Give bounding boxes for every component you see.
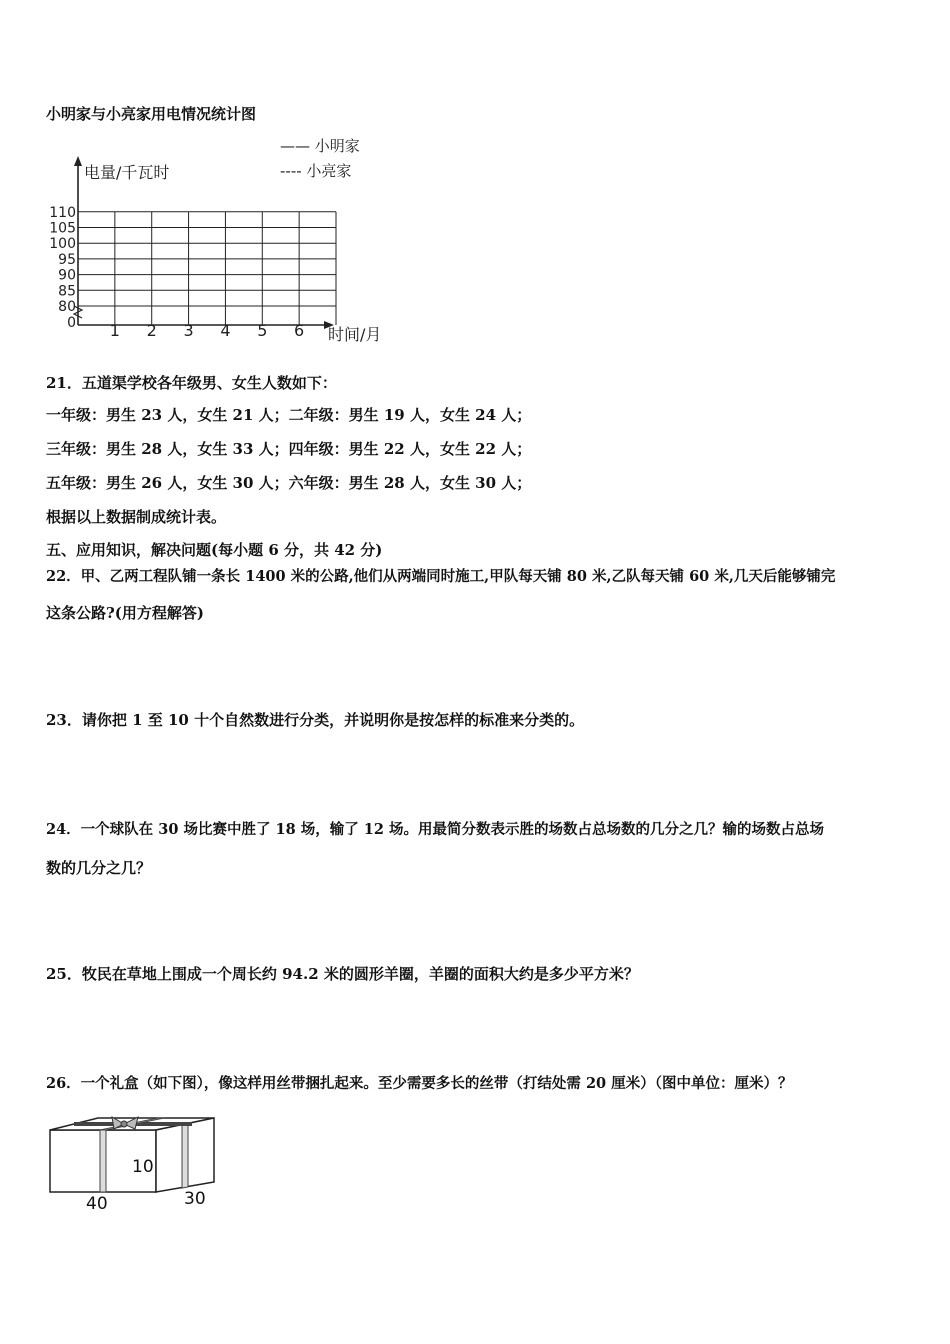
x-tick-label: 5 <box>257 321 268 340</box>
q21-line-3: 五年级：男生 26 人，女生 30 人；六年级：男生 28 人，女生 30 人； <box>46 474 532 492</box>
q25-text: 25．牧民在草地上围成一个周长约 94.2 米的圆形羊圈，羊圈的面积大约是多少平方米？ <box>46 965 639 983</box>
x-tick-label: 1 <box>109 321 120 340</box>
legend-xiaoming: —— 小明家 <box>280 137 360 155</box>
x-axis-label: 时间/月 <box>328 325 382 344</box>
ribbon-right <box>182 1123 188 1188</box>
q24-line-1: 24．一个球队在 30 场比赛中胜了 18 场，输了 12 场。用最简分数表示胜的场数占总场数的几分之几？输的场数占总场 <box>46 821 824 838</box>
y-tick-label: 90 <box>58 267 76 284</box>
x-tick-label: 3 <box>183 321 194 340</box>
q21-line-1: 一年级：男生 23 人，女生 21 人；二年级：男生 19 人，女生 24 人； <box>46 406 532 424</box>
q24-line-2: 数的几分之几？ <box>46 859 152 877</box>
y-tick-label: 85 <box>58 283 76 300</box>
y-tick-label: 105 <box>49 220 76 237</box>
section-5-heading: 五、应用知识，解决问题(每小题 6 分，共 42 分) <box>46 541 383 559</box>
y-tick-label: 110 <box>49 204 76 221</box>
x-tick-label: 4 <box>220 321 231 340</box>
q22-line-2: 这条公路?(用方程解答) <box>46 604 204 622</box>
q21-line-4: 根据以上数据制成统计表。 <box>46 508 227 526</box>
q22-line-1: 22．甲、乙两工程队铺一条长 1400 米的公路,他们从两端同时施工,甲队每天铺 80 米,乙队每天铺 60 米,几天后能够铺完 <box>46 568 836 585</box>
y-tick-label: 95 <box>58 251 76 268</box>
q21-line-2: 三年级：男生 28 人，女生 33 人；四年级：男生 22 人，女生 22 人； <box>46 440 532 458</box>
x-tick-label: 6 <box>294 321 305 340</box>
length-label: 40 <box>86 1194 108 1214</box>
q21-stem: 21．五道渠学校各年级男、女生人数如下： <box>46 374 337 392</box>
y-axis-arrow <box>74 156 82 166</box>
height-label: 10 <box>132 1157 154 1177</box>
x-tick-label: 2 <box>146 321 157 340</box>
gift-box-figure <box>46 1112 226 1216</box>
y-axis-label: 电量/千瓦时 <box>84 163 170 182</box>
chart-grid <box>78 212 336 325</box>
chart-title: 小明家与小亮家用电情况统计图 <box>46 105 257 123</box>
q26-stem: 26．一个礼盒（如下图），像这样用丝带捆扎起来。至少需要多长的丝带（打结处需 20 厘米）（图中单位：厘米）？ <box>46 1075 793 1092</box>
y-tick-label: 0 <box>67 315 76 331</box>
ribbon-front <box>100 1130 106 1192</box>
y-tick-label: 100 <box>49 236 76 253</box>
y-tick-label: 80 <box>58 299 76 315</box>
x-tick-labels <box>110 321 304 340</box>
q23-text: 23．请你把 1 至 10 十个自然数进行分类，并说明你是按怎样的标准来分类的。 <box>46 711 585 729</box>
electricity-line-chart <box>40 132 400 350</box>
legend-xiaoliang: ---- 小亮家 <box>280 162 352 180</box>
y-tick-labels <box>49 205 76 331</box>
width-label: 30 <box>184 1189 206 1209</box>
